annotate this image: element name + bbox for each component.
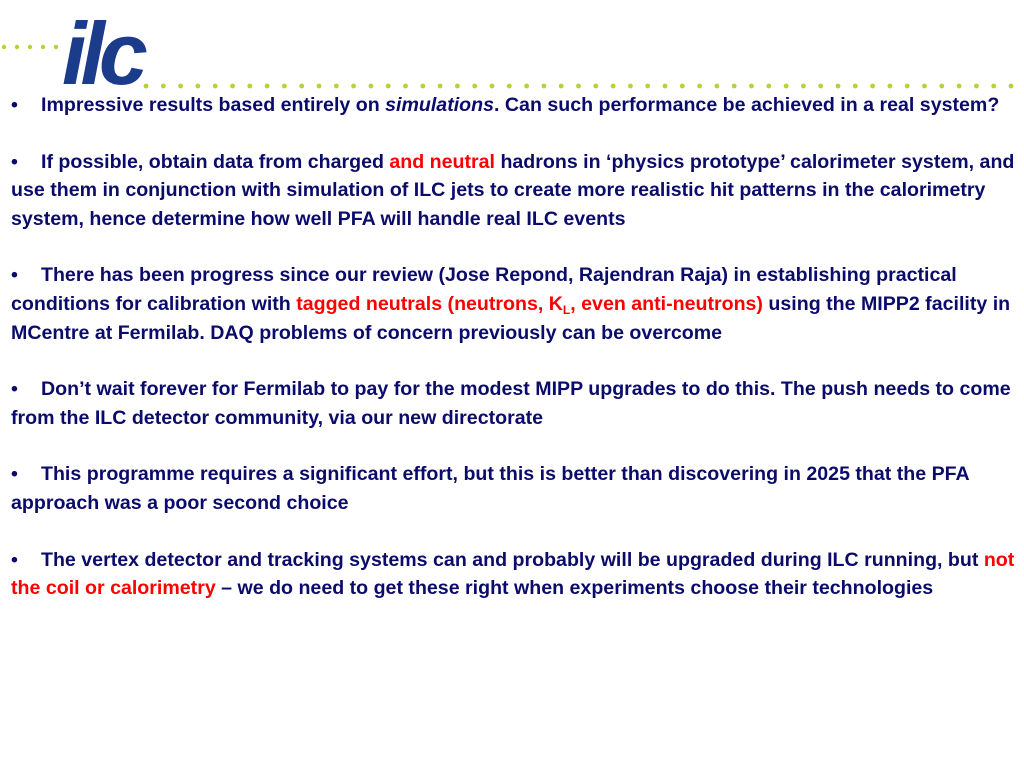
decoration-dot <box>2 45 6 49</box>
bullet-item <box>11 460 1019 517</box>
decoration-dot <box>28 45 32 49</box>
highlight-text: not the coil or calorimetry <box>11 548 1015 600</box>
decoration-dot <box>801 84 806 89</box>
bullet-item <box>11 148 1019 234</box>
decoration-dot <box>369 84 374 89</box>
decoration-dot <box>766 84 771 89</box>
bullet-text: Don’t wait forever for Fermilab to pay for the modest MIPP upgrades to do this. The push needs to come from the ILC detector community, via our new directorate <box>11 378 1011 429</box>
bullet-text: . Can such performance be achieved in a real system? <box>494 94 1000 116</box>
bullet-text: There has been progress since our review (Jose Repond, Rajendran Raja) in establishing practical conditions for calibration with <box>11 264 957 315</box>
decoration-dot <box>490 84 495 89</box>
highlight-text: , even anti-neutrons) <box>570 292 763 315</box>
decoration-dot <box>1009 84 1014 89</box>
decoration-dot <box>991 84 996 89</box>
decoration-dot <box>905 84 910 89</box>
bullet-text: Impressive results based entirely on <box>41 94 386 116</box>
bullet-dot: • <box>11 463 18 486</box>
decoration-dot <box>542 84 547 89</box>
decoration-dot <box>888 84 893 89</box>
decoration-dot <box>230 84 235 89</box>
bullet-dot: • <box>11 378 18 401</box>
decoration-dot <box>144 84 149 89</box>
ilc-logo <box>0 0 1024 92</box>
bullet-dot: • <box>11 150 18 173</box>
decoration-dot <box>784 84 789 89</box>
decoration-dot <box>351 84 356 89</box>
decoration-dot <box>213 84 218 89</box>
slide-body <box>11 91 1019 631</box>
bullet-dot: • <box>11 94 18 116</box>
decoration-dot <box>870 84 875 89</box>
highlight-subscript: L <box>562 302 571 317</box>
decoration-dot <box>524 84 529 89</box>
bullet-item <box>11 261 1019 347</box>
decoration-dot <box>386 84 391 89</box>
decoration-dot <box>818 84 823 89</box>
bullet-item <box>11 91 1019 120</box>
decoration-dot <box>455 84 460 89</box>
decoration-dot <box>680 84 685 89</box>
highlight-text: and neutral <box>389 150 495 173</box>
decoration-dot <box>697 84 702 89</box>
decoration-dot <box>54 45 58 49</box>
decoration-dot <box>559 84 564 89</box>
decoration-dot <box>282 84 287 89</box>
decoration-dot <box>853 84 858 89</box>
decoration-dot <box>715 84 720 89</box>
decoration-dot <box>836 84 841 89</box>
ilc-logo-text: ilc <box>62 4 142 92</box>
decoration-dot <box>974 84 979 89</box>
decoration-dot <box>265 84 270 89</box>
decoration-dot <box>749 84 754 89</box>
highlight-text: tagged neutrals (neutrons, K <box>296 292 563 315</box>
bullet-item <box>11 546 1019 603</box>
decoration-dot <box>15 45 19 49</box>
decoration-dot <box>420 84 425 89</box>
decoration-dot <box>663 84 668 89</box>
emphasis-text: simulations <box>385 94 495 116</box>
decoration-dot <box>438 84 443 89</box>
decoration-dot <box>178 84 183 89</box>
decoration-dot <box>196 84 201 89</box>
bullet-text: – we do need to get these right when experiments choose their technologies <box>215 577 934 600</box>
decoration-dot <box>403 84 408 89</box>
bullet-text: This programme requires a significant effort, but this is better than discovering in 2025 that the PFA approach was a poor second choice <box>11 463 969 514</box>
decoration-dot <box>299 84 304 89</box>
decoration-dot <box>472 84 477 89</box>
header-logo-area <box>0 0 1024 92</box>
dotted-line-bottom-decoration <box>144 84 1014 89</box>
decoration-dot <box>611 84 616 89</box>
dotted-line-top-decoration <box>2 45 58 49</box>
decoration-dot <box>576 84 581 89</box>
decoration-dot <box>645 84 650 89</box>
decoration-dot <box>593 84 598 89</box>
bullet-text: If possible, obtain data from charged <box>41 150 390 173</box>
decoration-dot <box>939 84 944 89</box>
decoration-dot <box>732 84 737 89</box>
bullet-dot: • <box>11 548 18 571</box>
bullet-text: using the MIPP2 facility in MCentre at Fermilab. DAQ problems of concern previously can be overcome <box>11 292 1011 344</box>
decoration-dot <box>628 84 633 89</box>
bullet-text: The vertex detector and tracking systems can and probably will be upgraded during ILC running, but <box>41 548 984 571</box>
decoration-dot <box>41 45 45 49</box>
bullet-dot: • <box>11 264 18 287</box>
decoration-dot <box>922 84 927 89</box>
decoration-dot <box>507 84 512 89</box>
decoration-dot <box>247 84 252 89</box>
bullet-item <box>11 375 1019 432</box>
decoration-dot <box>957 84 962 89</box>
decoration-dot <box>317 84 322 89</box>
decoration-dot <box>334 84 339 89</box>
decoration-dot <box>161 84 166 89</box>
bullet-text: hadrons in ‘physics prototype’ calorimeter system, and use them in conjunction with simulation of ILC jets to create more realistic hit patterns in the calorimetry system, hence determine how well PFA will handle real ILC events <box>11 150 1015 230</box>
